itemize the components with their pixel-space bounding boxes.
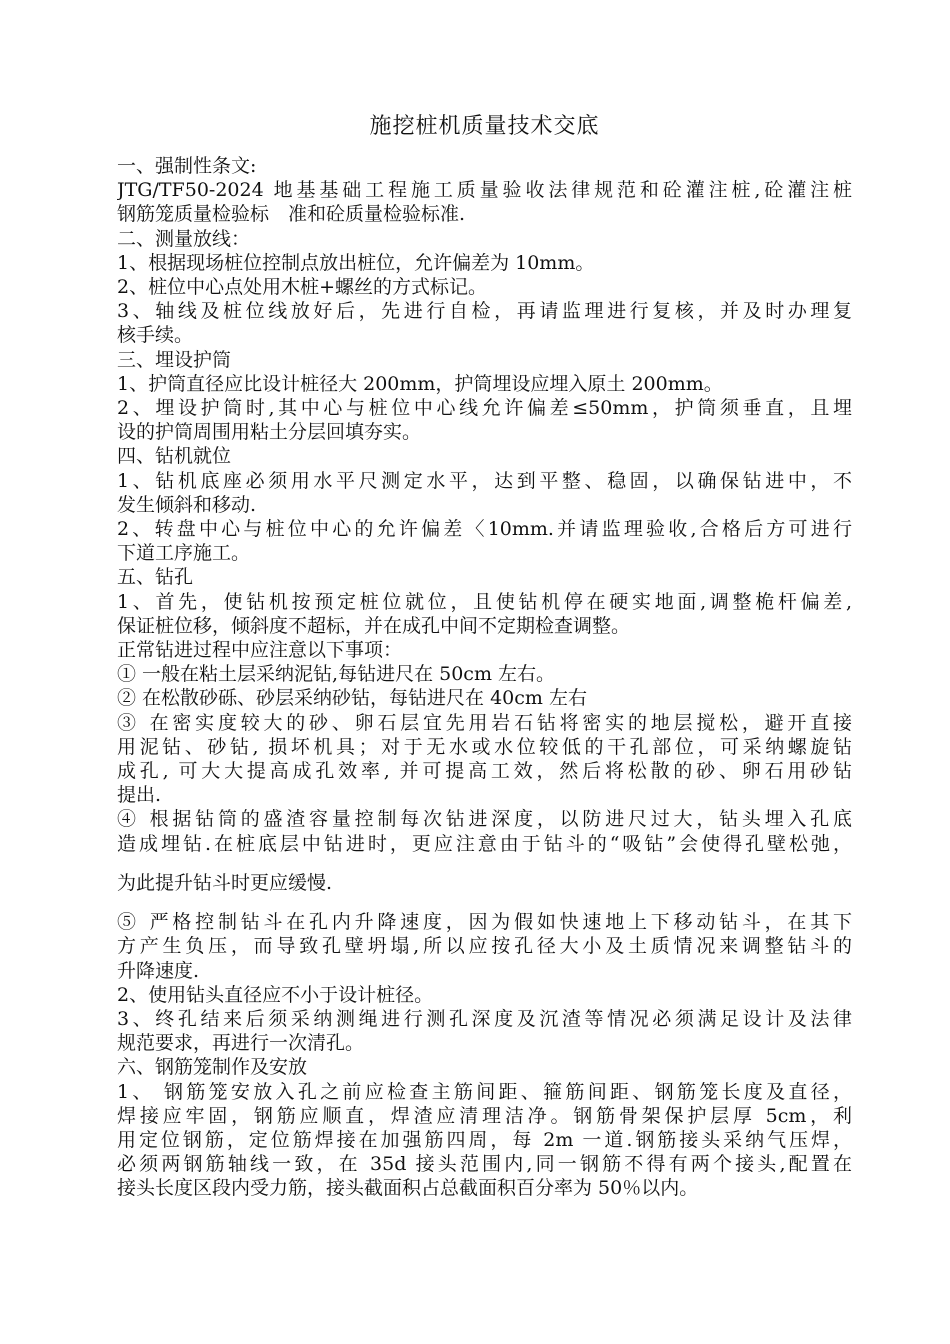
text-line: 升降速度. (117, 959, 200, 982)
text-line: 方产生负压，而导致孔壁坍塌,所以应按孔径大小及土质情况来调整钻斗的 (117, 935, 852, 958)
text-line: 核手续。 (117, 324, 194, 347)
text-line: 正常钻进过程中应注意以下事项： (117, 639, 403, 662)
text-line: 1、护筒直径应比设计桩径大 200mm，护筒埋设应埋入原土 200mm。 (117, 372, 723, 395)
list-item-4: ④ 根据钻筒的盛渣容量控制每次钻进深度，以防进尺过大，钻头埋入孔底 (117, 808, 852, 831)
text-line: 1、钻机底座必须用水平尺测定水平，达到平整、稳固，以确保钻进中，不 (117, 469, 852, 492)
section-heading-2: 二、测量放线： (117, 227, 251, 250)
text-line: 必须两钢筋轴线一致，在 35d 接头范围内,同一钢筋不得有两个接头,配置在 (117, 1153, 852, 1176)
list-item-2: ② 在松散砂砾、砂层采纳砂钻，每钻进尺在 40cm 左右 (117, 687, 587, 710)
section-heading-6: 六、钢筋笼制作及安放 (117, 1056, 308, 1079)
text-line: 提出. (117, 784, 162, 807)
text-line: 保证桩位移，倾斜度不超标，并在成孔中间不定期检查调整。 (117, 614, 631, 637)
text-line: 规范要求，再进行一次清孔。 (117, 1032, 365, 1055)
text-line: 2、转盘中心与桩位中心的允许偏差〈10mm.并请监理验收,合格后方可进行 (117, 518, 852, 541)
section-heading-1: 一、强制性条文: (117, 155, 257, 177)
text-line: 钢筋笼质量检验标 准和砼质量检验标准. (117, 203, 466, 226)
section-heading-5: 五、钻孔 (117, 566, 194, 589)
text-line: 用定位钢筋，定位筋焊接在加强筋四周，每 2m 一道.钢筋接头采纳气压焊， (117, 1128, 852, 1151)
text-line: 接头长度区段内受力筋，接头截面积占总截面积百分率为 50％以内。 (117, 1177, 699, 1200)
text-line: 3、轴线及桩位线放好后，先进行自检，再请监理进行复核，并及时办理复 (117, 300, 852, 323)
text-line: 发生倾斜和移动. (117, 493, 257, 516)
text-line: 用泥钻、砂钻, 损坏机具；对于无水或水位较低的干孔部位，可采纳螺旋钻 (117, 735, 852, 758)
text-line: 为此提升钻斗时更应缓慢. (117, 871, 333, 894)
text-line: 2、使用钻头直径应不小于设计桩径。 (117, 983, 434, 1006)
text-line: 1、根据现场桩位控制点放出桩位，允许偏差为 10mm。 (117, 251, 595, 274)
section-heading-3: 三、埋设护筒 (117, 348, 232, 371)
text-line: 下道工序施工。 (117, 542, 251, 565)
text-line: 设的护筒周围用粘土分层回填夯实。 (117, 421, 422, 444)
text-line: 2、埋设护筒时,其中心与桩位中心线允许偏差≤50mm，护筒须垂直，且埋 (117, 397, 852, 420)
text-line: 成孔, 可大大提高成孔效率, 并可提高工效，然后将松散的砂、卵石用砂钻 (117, 760, 852, 783)
text-line: 焊接应牢固，钢筋应顺直，焊渣应清理洁净。钢筋骨架保护层厚 5cm，利 (117, 1104, 852, 1127)
list-item-3: ③ 在密实度较大的砂、卵石层宜先用岩石钻将密实的地层搅松，避开直接 (117, 711, 852, 734)
text-line: 2、桩位中心点处用木桩+螺丝的方式标记。 (117, 276, 488, 299)
list-item-1: ① 一般在粘土层采纳泥钻,每钻进尺在 50cm 左右。 (117, 663, 555, 686)
text-line: 1、首先，使钻机按预定桩位就位，且使钻机停在硬实地面,调整桅杆偏差, (117, 590, 852, 613)
section-heading-4: 四、钻机就位 (117, 445, 232, 468)
text-line: 造成埋钻.在桩底层中钻进时，更应注意由于钻斗的“吸钻”会使得孔壁松弛， (117, 832, 852, 855)
text-line: 1、 钢筋笼安放入孔之前应检查主筋间距、箍筋间距、钢筋笼长度及直径， (117, 1080, 852, 1103)
text-line: JTG/TF50-2024 地基基础工程施工质量验收法律规范和砼灌注桩,砼灌注桩 (117, 179, 852, 202)
text-line: 3、终孔结来后须采纳测绳进行测孔深度及沉渣等情况必须满足设计及法律 (117, 1007, 852, 1030)
document-page (117, 112, 852, 1201)
list-item-5: ⑤ 严格控制钻斗在孔内升降速度，因为假如快速地上下移动钻斗，在其下 (117, 911, 852, 934)
document-title: 施挖桩机质量技术交底 (369, 114, 600, 139)
